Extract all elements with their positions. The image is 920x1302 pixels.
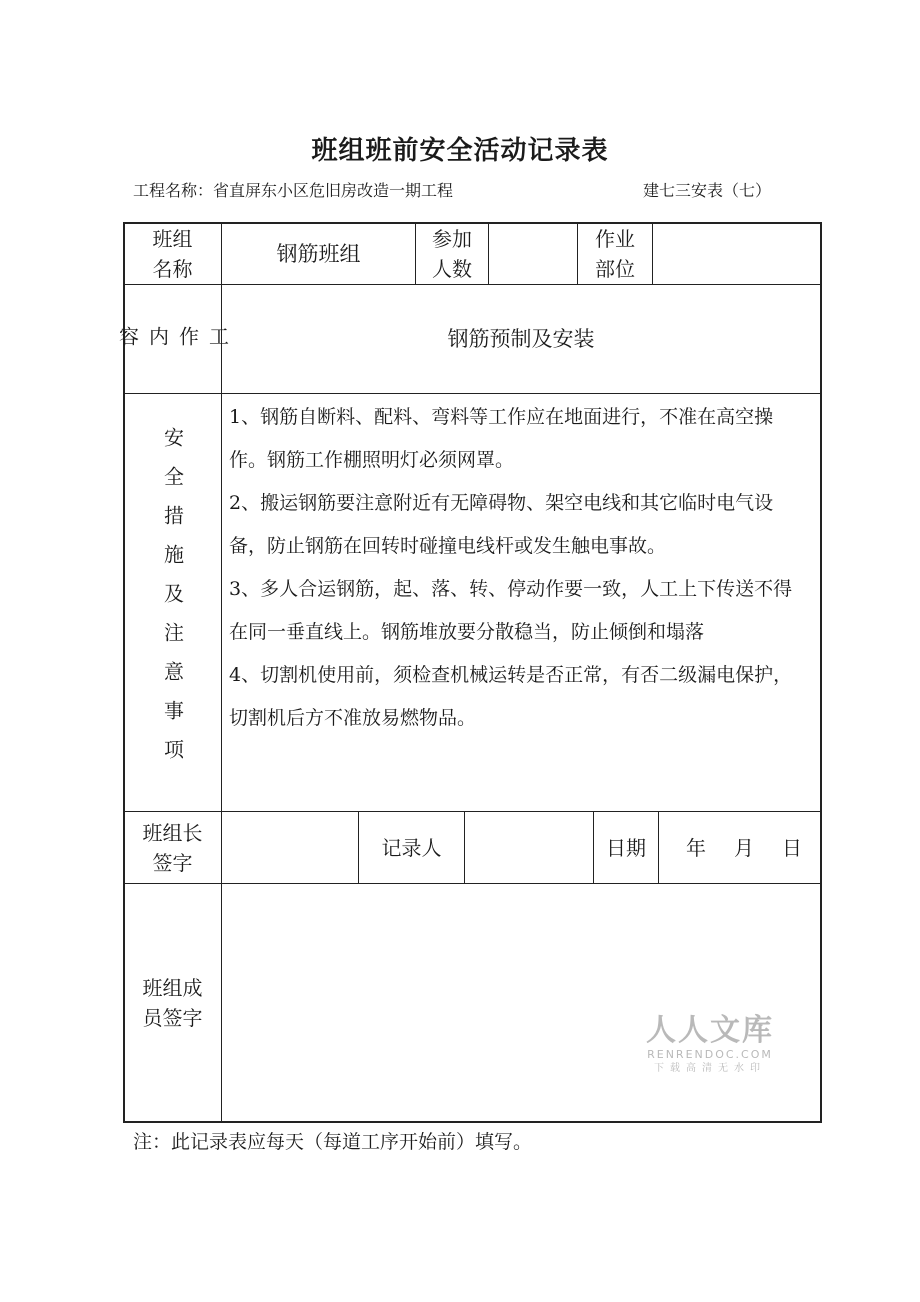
participant-count-label: 参加 人数	[432, 226, 472, 281]
team-members-signature-field[interactable]	[222, 884, 820, 1121]
watermark-url: RENRENDOC.COM	[647, 1048, 773, 1061]
watermark-sub: 下载高清无水印	[654, 1063, 766, 1074]
team-members-signature-label: 班组成 员签字	[142, 975, 203, 1030]
watermark-main: 人人文库	[646, 1013, 774, 1048]
project-name: 工程名称：省直屏东小区危旧房改造一期工程	[133, 181, 454, 200]
safety-measures-list	[229, 396, 807, 740]
safety-item-1: 1、钢筋自断料、配料、弯料等工作应在地面进行，不准在高空操作。钢筋工作棚照明灯必须网罩。	[229, 406, 774, 471]
work-location-field[interactable]	[653, 223, 820, 284]
safety-item-2: 2、搬运钢筋要注意附近有无障碍物、架空电线和其它临时电气设备，防止钢筋在回转时碰撞电线杆或发生触电事故。	[229, 492, 774, 557]
participant-count-field[interactable]	[489, 223, 577, 284]
date-field[interactable]: 年 月 日	[686, 835, 806, 860]
recorder-field[interactable]	[465, 812, 593, 883]
form-code: 建七三安表（七）	[643, 181, 772, 200]
team-name-value[interactable]: 钢筋班组	[276, 241, 361, 266]
safety-measures-label-cell	[124, 394, 221, 811]
date-label: 日期	[606, 835, 646, 860]
safety-item-3: 3、多人合运钢筋，起、落、转、停动作要一致，人工上下传送不得在同一垂直线上。钢筋堆放要分散稳当，防止倾倒和塌落	[229, 578, 793, 643]
team-leader-signature-label: 班组长 签字	[142, 820, 203, 875]
page-title: 班组班前安全活动记录表	[311, 136, 609, 166]
recorder-label: 记录人	[381, 835, 442, 860]
watermark-logo	[640, 1014, 780, 1076]
work-content-label: 工 作 内 容	[115, 326, 230, 352]
safety-item-4: 4、切割机使用前，须检查机械运转是否正常，有否二级漏电保护，切割机后方不准放易燃物品。	[229, 664, 793, 729]
work-content-label-cell	[115, 285, 230, 393]
team-leader-signature-field[interactable]	[222, 812, 358, 883]
work-content-value[interactable]: 钢筋预制及安装	[447, 327, 595, 351]
footnote: 注：此记录表应每天（每道工序开始前）填写。	[133, 1131, 533, 1153]
safety-measures-label: 安全措施及注意事项	[160, 427, 185, 778]
work-location-label: 作业 部位	[595, 226, 635, 281]
team-name-label: 班组 名称	[152, 226, 193, 281]
